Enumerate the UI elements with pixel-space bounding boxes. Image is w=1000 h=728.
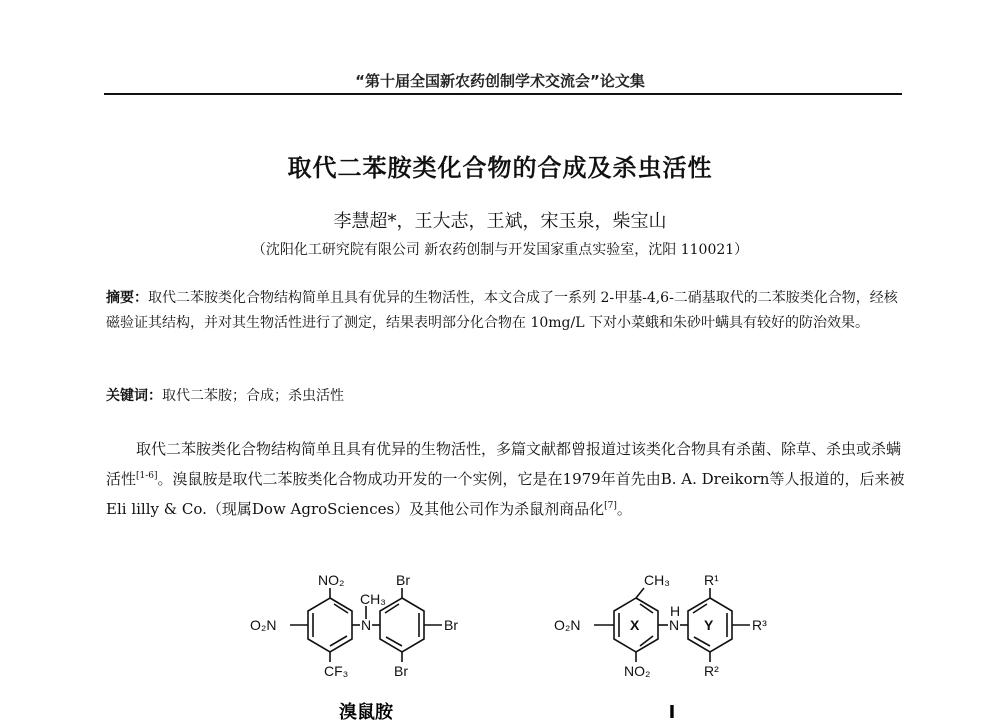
- paragraph-text-c: 。: [616, 500, 632, 518]
- figure-caption: I: [668, 702, 676, 723]
- figure-general-formula: [540, 566, 820, 728]
- affiliation: （沈阳化工研究院有限公司 新农药创制与开发国家重点实验室，沈阳 110021）: [251, 242, 749, 258]
- atom-label: R²: [704, 663, 719, 679]
- atom-label: NO₂: [318, 572, 345, 588]
- keywords-text: 取代二苯胺；合成；杀虫活性: [162, 388, 344, 404]
- atom-label: N: [361, 617, 372, 633]
- ring-label: Y: [704, 617, 714, 633]
- atom-label: CF₃: [324, 663, 349, 679]
- citation-ref: [1-6]: [136, 471, 158, 481]
- abstract: [106, 286, 908, 336]
- paper-title: 取代二苯胺类化合物的合成及杀虫活性: [287, 154, 713, 182]
- abstract-label: 摘要：: [106, 290, 148, 306]
- abstract-text: 取代二苯胺类化合物结构简单且具有优异的生物活性，本文合成了一系列 2-甲基-4,6-二硝基取代的二苯胺类化合物，经核磁验证其结构，并对其生物活性进行了测定，结果表明部分化合物在 10mg/L 下对小菜蛾和朱砂叶螨具有较好的防治效果。: [106, 290, 898, 331]
- atom-label: R³: [752, 617, 767, 633]
- atom-label: O₂N: [250, 617, 277, 633]
- body-paragraph: [106, 434, 908, 524]
- atom-label: Br: [444, 617, 458, 633]
- paragraph-text-a: 取代二苯胺类化合物结构简单且具有优异的生物活性，多篇文献都曾报道过该类化合物具有杀菌、除草、杀虫或杀螨活性: [106, 440, 902, 488]
- keywords: [106, 384, 908, 409]
- atom-label: N: [669, 617, 680, 633]
- atom-label: CH₃: [644, 572, 670, 588]
- atom-label: H: [670, 603, 681, 619]
- atom-label: CH₃: [360, 591, 386, 607]
- header-rule: [104, 93, 902, 95]
- atom-label: Br: [396, 572, 410, 588]
- citation-ref: [7]: [604, 501, 617, 511]
- author-list: 李慧超*，王大志，王斌，宋玉泉，柴宝山: [333, 211, 667, 232]
- running-header: “第十届全国新农药创制学术交流会”论文集: [355, 72, 645, 90]
- atom-label: NO₂: [624, 663, 651, 679]
- figure-bromethalin: [230, 566, 500, 728]
- figure-caption: 溴鼠胺: [339, 702, 393, 723]
- paragraph-text-b: 。溴鼠胺是取代二苯胺类化合物成功开发的一个实例，它是在1979年首先由B. A. Dreikorn等人报道的，后来被Eli lilly & Co.（现属Dow AgroSciences）及其他公司作为杀鼠剂商品化: [106, 470, 905, 518]
- keywords-label: 关键词：: [106, 388, 162, 404]
- atom-label: O₂N: [554, 617, 581, 633]
- atom-label: R¹: [704, 572, 719, 588]
- ring-label: X: [630, 617, 640, 633]
- atom-label: Br: [394, 663, 408, 679]
